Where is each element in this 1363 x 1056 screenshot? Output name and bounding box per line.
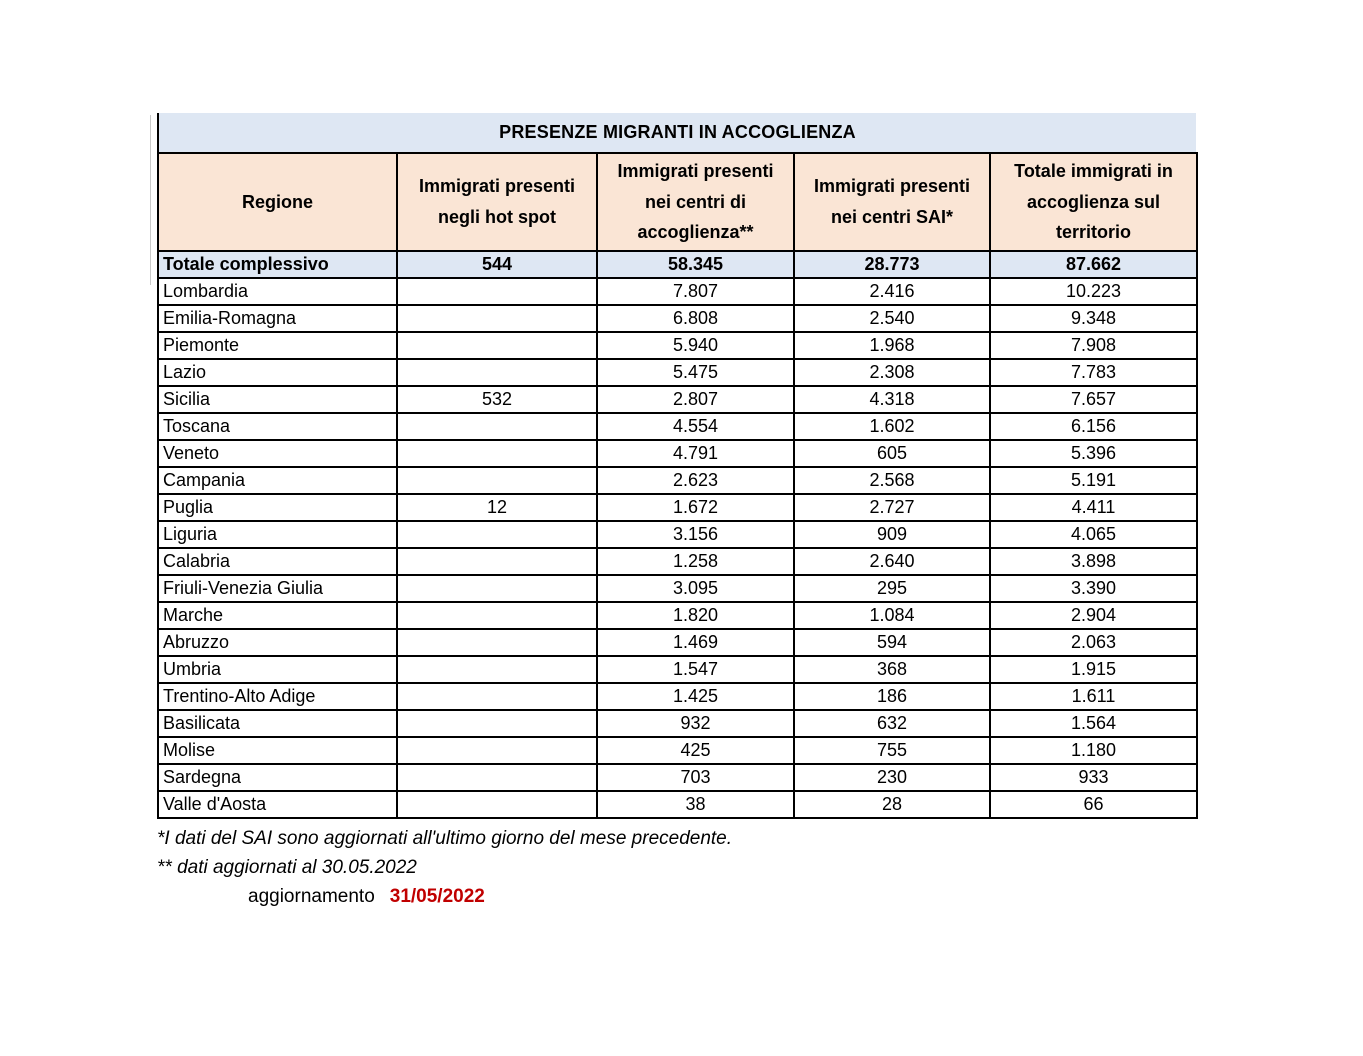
value-cell: 1.084 bbox=[794, 602, 990, 629]
value-cell bbox=[397, 791, 597, 818]
value-cell: 230 bbox=[794, 764, 990, 791]
col-header-totale: Totale immigrati in accoglienza sul territorio bbox=[990, 153, 1197, 251]
footnote-sai: *I dati del SAI sono aggiornati all'ultimo giorno del mese precedente. bbox=[157, 827, 733, 849]
table-row bbox=[158, 710, 1197, 737]
value-cell: 7.657 bbox=[990, 386, 1197, 413]
value-cell: 5.940 bbox=[597, 332, 794, 359]
value-cell: 7.783 bbox=[990, 359, 1197, 386]
table-row bbox=[158, 494, 1197, 521]
value-cell: 1.915 bbox=[990, 656, 1197, 683]
aggiornamento-date: 31/05/2022 bbox=[389, 885, 485, 907]
value-cell: 2.540 bbox=[794, 305, 990, 332]
value-cell: 3.898 bbox=[990, 548, 1197, 575]
region-cell: Campania bbox=[158, 467, 397, 494]
value-cell: 1.180 bbox=[990, 737, 1197, 764]
value-cell bbox=[397, 764, 597, 791]
value-cell: 6.808 bbox=[597, 305, 794, 332]
region-cell: Veneto bbox=[158, 440, 397, 467]
value-cell: 933 bbox=[990, 764, 1197, 791]
region-cell: Sicilia bbox=[158, 386, 397, 413]
value-cell: 1.547 bbox=[597, 656, 794, 683]
col-header-regione: Regione bbox=[158, 153, 397, 251]
value-cell: 2.904 bbox=[990, 602, 1197, 629]
region-cell: Piemonte bbox=[158, 332, 397, 359]
table-row bbox=[158, 548, 1197, 575]
value-cell: 5.191 bbox=[990, 467, 1197, 494]
total-centri-accoglienza-value: 58.345 bbox=[597, 251, 794, 278]
col-header-centri-sai: Immigrati presenti nei centri SAI* bbox=[794, 153, 990, 251]
value-cell: 4.318 bbox=[794, 386, 990, 413]
value-cell: 12 bbox=[397, 494, 597, 521]
page-edge-line bbox=[150, 115, 151, 285]
region-cell: Toscana bbox=[158, 413, 397, 440]
region-cell: Abruzzo bbox=[158, 629, 397, 656]
table-row bbox=[158, 332, 1197, 359]
value-cell bbox=[397, 305, 597, 332]
value-cell: 2.640 bbox=[794, 548, 990, 575]
value-cell: 368 bbox=[794, 656, 990, 683]
value-cell: 4.411 bbox=[990, 494, 1197, 521]
total-row bbox=[158, 251, 1197, 278]
value-cell bbox=[397, 737, 597, 764]
value-cell: 2.568 bbox=[794, 467, 990, 494]
value-cell: 295 bbox=[794, 575, 990, 602]
table-row bbox=[158, 629, 1197, 656]
table-row bbox=[158, 791, 1197, 818]
migrants-table bbox=[157, 152, 1198, 819]
value-cell: 9.348 bbox=[990, 305, 1197, 332]
value-cell: 2.727 bbox=[794, 494, 990, 521]
region-cell: Sardegna bbox=[158, 764, 397, 791]
region-cell: Lombardia bbox=[158, 278, 397, 305]
value-cell bbox=[397, 440, 597, 467]
table-row bbox=[158, 440, 1197, 467]
table-row bbox=[158, 764, 1197, 791]
value-cell: 1.602 bbox=[794, 413, 990, 440]
total-centri-sai-value: 28.773 bbox=[794, 251, 990, 278]
value-cell: 932 bbox=[597, 710, 794, 737]
region-cell: Molise bbox=[158, 737, 397, 764]
value-cell: 1.820 bbox=[597, 602, 794, 629]
value-cell: 1.564 bbox=[990, 710, 1197, 737]
table-row bbox=[158, 575, 1197, 602]
col-header-hot-spot: Immigrati presenti negli hot spot bbox=[397, 153, 597, 251]
value-cell bbox=[397, 521, 597, 548]
table-row bbox=[158, 683, 1197, 710]
value-cell bbox=[397, 575, 597, 602]
region-cell: Friuli-Venezia Giulia bbox=[158, 575, 397, 602]
table-row bbox=[158, 737, 1197, 764]
value-cell: 3.390 bbox=[990, 575, 1197, 602]
table-row bbox=[158, 386, 1197, 413]
region-cell: Marche bbox=[158, 602, 397, 629]
value-cell: 6.156 bbox=[990, 413, 1197, 440]
region-cell: Lazio bbox=[158, 359, 397, 386]
value-cell: 425 bbox=[597, 737, 794, 764]
value-cell: 28 bbox=[794, 791, 990, 818]
header-row bbox=[158, 153, 1197, 251]
migrants-table-container bbox=[157, 113, 1196, 911]
table-title: PRESENZE MIGRANTI IN ACCOGLIENZA bbox=[157, 113, 1196, 152]
value-cell bbox=[397, 602, 597, 629]
footnote-dati: ** dati aggiornati al 30.05.2022 bbox=[157, 856, 417, 878]
value-cell: 1.672 bbox=[597, 494, 794, 521]
region-cell: Valle d'Aosta bbox=[158, 791, 397, 818]
value-cell: 532 bbox=[397, 386, 597, 413]
value-cell: 632 bbox=[794, 710, 990, 737]
value-cell: 38 bbox=[597, 791, 794, 818]
table-row bbox=[158, 467, 1197, 494]
total-territorio-value: 87.662 bbox=[990, 251, 1197, 278]
total-hot-spot-value: 544 bbox=[397, 251, 597, 278]
total-label: Totale complessivo bbox=[158, 251, 397, 278]
region-cell: Emilia-Romagna bbox=[158, 305, 397, 332]
region-cell: Trentino-Alto Adige bbox=[158, 683, 397, 710]
value-cell: 5.396 bbox=[990, 440, 1197, 467]
col-header-centri-accoglienza: Immigrati presenti nei centri di accoglienza** bbox=[597, 153, 794, 251]
value-cell: 66 bbox=[990, 791, 1197, 818]
value-cell: 2.063 bbox=[990, 629, 1197, 656]
value-cell: 605 bbox=[794, 440, 990, 467]
value-cell bbox=[397, 683, 597, 710]
value-cell: 2.623 bbox=[597, 467, 794, 494]
value-cell: 7.807 bbox=[597, 278, 794, 305]
value-cell: 1.469 bbox=[597, 629, 794, 656]
table-row bbox=[158, 521, 1197, 548]
region-cell: Calabria bbox=[158, 548, 397, 575]
value-cell: 594 bbox=[794, 629, 990, 656]
region-cell: Puglia bbox=[158, 494, 397, 521]
value-cell: 3.156 bbox=[597, 521, 794, 548]
table-row bbox=[158, 656, 1197, 683]
table-row bbox=[158, 602, 1197, 629]
value-cell: 2.308 bbox=[794, 359, 990, 386]
value-cell bbox=[397, 278, 597, 305]
region-cell: Umbria bbox=[158, 656, 397, 683]
region-cell: Basilicata bbox=[158, 710, 397, 737]
value-cell: 2.807 bbox=[597, 386, 794, 413]
value-cell: 3.095 bbox=[597, 575, 794, 602]
value-cell: 7.908 bbox=[990, 332, 1197, 359]
region-cell: Liguria bbox=[158, 521, 397, 548]
aggiornamento-label: aggiornamento bbox=[248, 885, 375, 907]
table-row bbox=[158, 278, 1197, 305]
value-cell bbox=[397, 710, 597, 737]
value-cell: 1.425 bbox=[597, 683, 794, 710]
value-cell: 755 bbox=[794, 737, 990, 764]
footnotes bbox=[157, 824, 1196, 911]
table-row bbox=[158, 305, 1197, 332]
value-cell: 909 bbox=[794, 521, 990, 548]
table-row bbox=[158, 359, 1197, 386]
value-cell: 703 bbox=[597, 764, 794, 791]
value-cell bbox=[397, 413, 597, 440]
value-cell: 4.554 bbox=[597, 413, 794, 440]
value-cell bbox=[397, 359, 597, 386]
footnote-aggiornamento bbox=[157, 882, 1196, 911]
value-cell: 1.968 bbox=[794, 332, 990, 359]
value-cell: 5.475 bbox=[597, 359, 794, 386]
value-cell: 186 bbox=[794, 683, 990, 710]
value-cell bbox=[397, 332, 597, 359]
value-cell bbox=[397, 548, 597, 575]
value-cell: 4.065 bbox=[990, 521, 1197, 548]
value-cell: 2.416 bbox=[794, 278, 990, 305]
value-cell bbox=[397, 656, 597, 683]
value-cell bbox=[397, 467, 597, 494]
value-cell: 4.791 bbox=[597, 440, 794, 467]
value-cell bbox=[397, 629, 597, 656]
table-row bbox=[158, 413, 1197, 440]
value-cell: 1.258 bbox=[597, 548, 794, 575]
value-cell: 10.223 bbox=[990, 278, 1197, 305]
value-cell: 1.611 bbox=[990, 683, 1197, 710]
